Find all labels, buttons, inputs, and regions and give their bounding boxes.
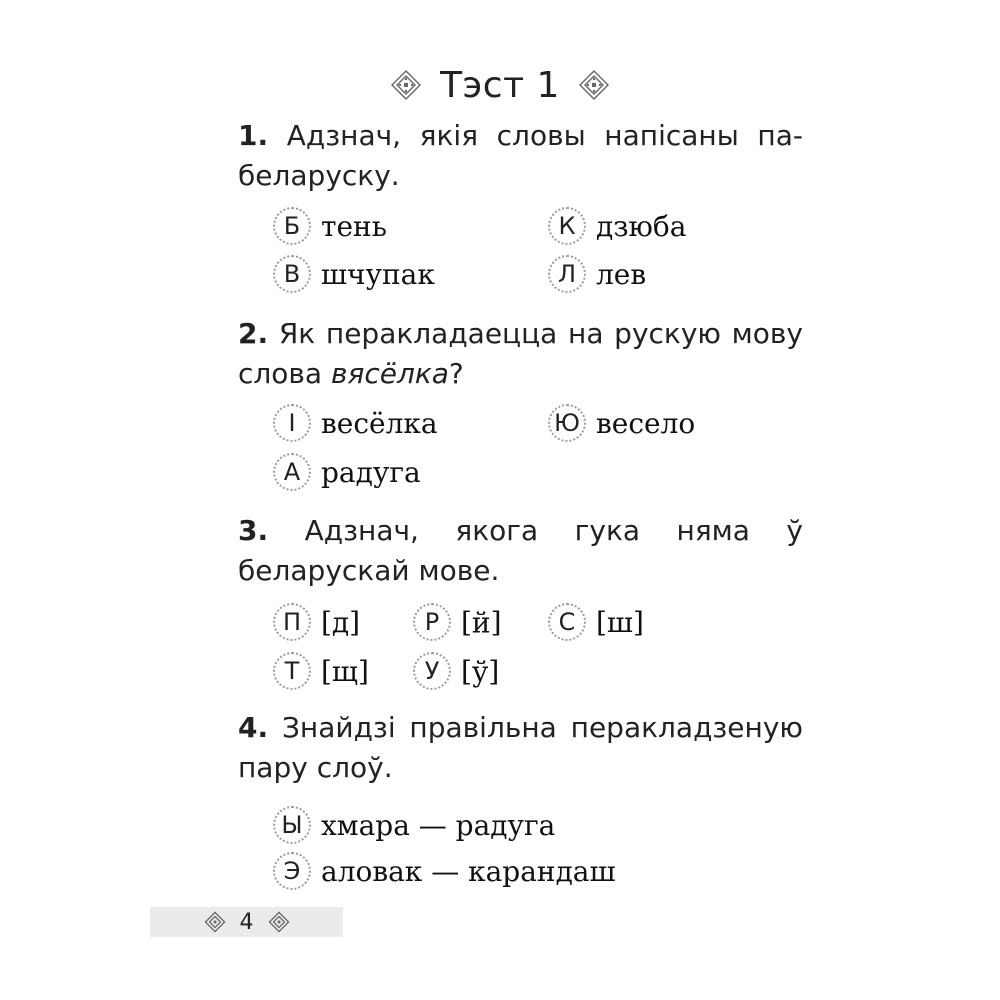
option-letter-badge: К (548, 207, 586, 245)
answer-option-b[interactable] (273, 205, 387, 247)
option-text: радуга (321, 455, 421, 489)
option-letter-badge: У (413, 652, 451, 690)
question-text: Знайдзі правільна перакладзеную пару слоў. (238, 711, 803, 784)
option-text: весёлка (321, 406, 438, 440)
answer-option-v[interactable] (273, 253, 435, 295)
option-letter-badge: П (273, 603, 311, 641)
option-text: дзюба (596, 209, 687, 243)
answer-option-e[interactable] (273, 850, 616, 892)
option-letter-badge: С (548, 603, 586, 641)
title-row (0, 60, 1000, 110)
question-text: Адзнач, якія словы напісаны па-беларуску. (238, 119, 803, 192)
option-letter-badge: Б (273, 207, 311, 245)
question-number: 2. (238, 317, 269, 350)
ornament-icon (268, 911, 290, 933)
answer-option-i[interactable] (273, 402, 438, 444)
option-text: [й] (461, 605, 502, 639)
option-text: тень (321, 209, 387, 243)
option-text: [ш] (596, 605, 644, 639)
question-text: Адзнач, якога гука няма ў беларускай мове. (238, 514, 803, 587)
question-2 (238, 314, 803, 394)
option-letter-badge: Э (273, 852, 311, 890)
answer-option-k[interactable] (548, 205, 686, 247)
option-letter-badge: А (273, 453, 311, 491)
answer-option-p[interactable] (273, 601, 360, 643)
option-letter-badge: Ы (273, 806, 311, 844)
option-text: аловак — карандаш (321, 854, 616, 888)
answer-option-l[interactable] (548, 253, 646, 295)
question-4 (238, 708, 803, 788)
option-letter-badge: І (273, 404, 311, 442)
option-letter-badge: Ю (548, 404, 586, 442)
answer-option-a[interactable] (273, 451, 421, 493)
option-text: [д] (321, 605, 361, 639)
question-keyword: вясёлка (330, 357, 449, 390)
option-letter-badge: Р (413, 603, 451, 641)
ornament-icon (204, 911, 226, 933)
answer-option-yu[interactable] (548, 402, 695, 444)
question-text: Як перакладаецца на рускую мову слова (238, 317, 803, 390)
option-letter-badge: Л (548, 255, 586, 293)
option-text: хмара — радуга (321, 808, 556, 842)
option-text: лев (596, 257, 647, 291)
option-letter-badge: Т (273, 652, 311, 690)
question-number: 1. (238, 119, 269, 152)
ornament-icon (390, 69, 422, 101)
page-number: 4 (239, 909, 254, 935)
option-text: [щ] (321, 654, 369, 688)
question-number: 4. (238, 711, 269, 744)
answer-option-y[interactable] (273, 804, 555, 846)
answer-option-r[interactable] (413, 601, 502, 643)
question-text-end: ? (448, 357, 464, 390)
option-letter-badge: В (273, 255, 311, 293)
option-text: шчупак (321, 257, 435, 291)
option-text: весело (596, 406, 696, 440)
ornament-icon (578, 69, 610, 101)
answer-option-s[interactable] (548, 601, 644, 643)
question-1 (238, 116, 803, 196)
answer-option-u[interactable] (413, 650, 499, 692)
page-footer (150, 907, 343, 937)
answer-option-t[interactable] (273, 650, 369, 692)
question-number: 3. (238, 514, 269, 547)
option-text: [ў] (461, 654, 500, 688)
test-title: Тэст 1 (440, 64, 560, 106)
question-3 (238, 511, 803, 591)
